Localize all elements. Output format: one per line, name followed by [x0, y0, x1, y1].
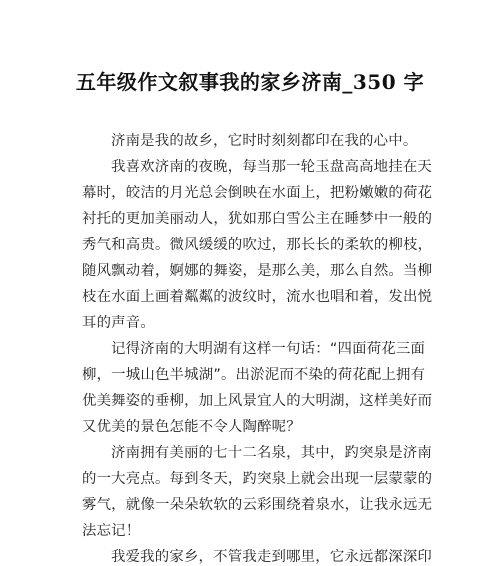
paragraph-3-line-1: 记得济南的大明湖有这样一句话：“四面荷花三面 — [111, 341, 426, 357]
paragraph-1-line-1: 济南是我的故乡，它时时刻刻都印在我的心中。 — [111, 133, 418, 149]
paragraph-2-line-7: 耳的声音。 — [82, 315, 155, 331]
paragraph-2-line-3: 衬托的更加美丽动人，犹如那白雪公主在睡梦中一般的 — [82, 211, 433, 227]
paragraph-2-line-2: 幕时，皎洁的月光总会倒映在水面上，把粉嫩嫩的荷花 — [82, 185, 433, 201]
paragraph-4-line-3: 雾气，就像一朵朵软软的云彩围绕着泉水，让我永远无 — [82, 497, 433, 513]
paragraph-4-line-1: 济南拥有美丽的七十二名泉，其中，趵突泉是济南 — [111, 445, 432, 461]
paragraph-2-line-4: 秀气和高贵。微风缓缓的吹过，那长长的柔软的柳枝， — [82, 237, 433, 253]
paragraph-4-line-2: 的一大亮点。每到冬天，趵突泉上就会出现一层蒙蒙的 — [82, 471, 433, 487]
paragraph-3-line-2: 柳，一城山色半城湖”。出淤泥而不染的荷花配上拥有 — [82, 367, 426, 383]
document-title: 五年级作文叙事我的家乡济南_350 字 — [75, 70, 425, 94]
paragraph-5-line-1: 我爱我的家乡，不管我走到哪里，它永远都深深印 — [111, 549, 432, 565]
paragraph-3-line-3: 优美舞姿的垂柳，加上风景宜人的大明湖，这样美好而 — [82, 393, 433, 409]
paragraph-3-line-4: 又优美的景色怎能不令人陶醉呢？ — [82, 419, 301, 435]
paragraph-2-line-1: 我喜欢济南的夜晚，每当那一轮玉盘高高地挂在天 — [111, 159, 432, 175]
document-body — [82, 128, 433, 566]
paragraph-2-line-5: 随风飘动着，婀娜的舞姿，是那么美，那么自然。当柳 — [82, 263, 433, 279]
paragraph-2-line-6: 枝在水面上画着粼粼的波纹时，流水也唱和着，发出悦 — [82, 289, 433, 305]
paragraph-4-line-4: 法忘记！ — [82, 523, 141, 539]
